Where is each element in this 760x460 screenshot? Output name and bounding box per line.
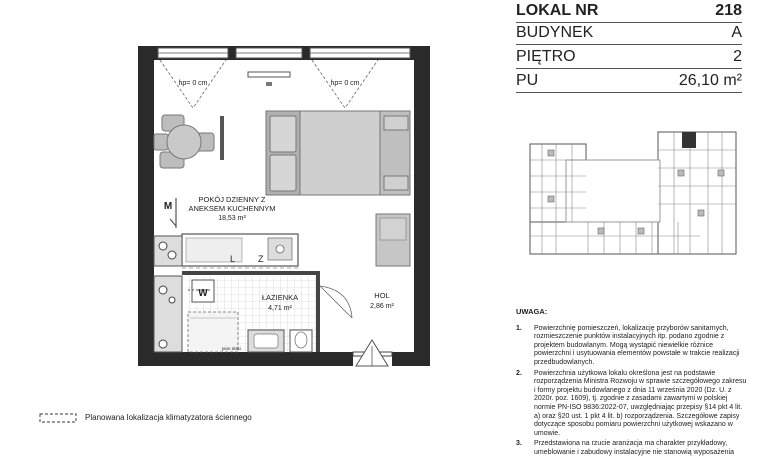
window-left: [158, 48, 228, 58]
legend-ac-swatch: [40, 414, 76, 422]
notes-list: [516, 325, 748, 458]
svg-text:W: W: [198, 288, 208, 299]
wall-right: [414, 46, 430, 364]
row-pu: [516, 70, 742, 93]
toilet: [290, 330, 312, 352]
pietro-value: 2: [733, 48, 742, 65]
bathroom-wall-right: [316, 271, 320, 352]
svg-text:M: M: [163, 201, 173, 212]
radiator: [248, 72, 290, 77]
room-bathroom-name: ŁAZIENKA: [261, 293, 299, 302]
pietro-label: PIĘTRO: [516, 48, 576, 65]
budynek-value: A: [731, 24, 742, 41]
wall-bottom-right: [392, 352, 430, 366]
room-living-area: 18,53 m²: [218, 215, 246, 222]
notes-title: UWAGA:: [516, 307, 548, 316]
hp-left-label: hp= 0 cm: [178, 80, 208, 87]
partition-wall: [220, 116, 224, 160]
pu-value: 26,10 m²: [678, 72, 742, 89]
kitchen-counter: [182, 234, 298, 268]
washing-machine: [188, 280, 214, 302]
note-item: 1. Powierzchnię pomieszczeń, lokalizację przyborów sanitarnych, rozmieszczenie punktów instalacyjnych itp. podano zgodnie z projektem budowlanym. Mogą wystąpić niewielkie różnice powierzchni i usytuowania elementów powstałe w trakcie realizacji przedbudowlanych.: [516, 324, 740, 366]
room-hall-area: 2,86 m²: [370, 303, 394, 310]
budynek-label: BUDYNEK: [516, 24, 594, 41]
note-item: 3. Przedstawiona na rzucie aranżacja ma charakter przykładowy, umeblowanie i zabudowy instalacyjne nie stanowią wyposażenia: [516, 440, 735, 456]
row-pietro: [516, 46, 742, 69]
room-living-name-2: ANEKSEM KUCHENNYM: [188, 204, 276, 213]
room-living-name-1: POKÓJ DZIENNY Z: [198, 195, 266, 204]
hp-right-label: hp= 0 cm: [330, 80, 360, 87]
row-lokal: [516, 0, 742, 23]
washbasin: [248, 330, 284, 352]
lokal-label: LOKAL NR: [516, 2, 599, 19]
installation-shaft-bottom: [154, 276, 182, 352]
window-right: [310, 48, 410, 58]
lokal-value: 218: [715, 2, 742, 19]
installation-shaft-top: [154, 236, 182, 266]
room-hall-name: HOL: [374, 291, 390, 300]
kitchen-z-label: Z: [258, 254, 264, 264]
room-bathroom-area: 4,71 m²: [268, 305, 292, 312]
row-budynek: [516, 22, 742, 45]
wall-left: [138, 46, 154, 366]
legend-label: Planowana lokalizacja klimatyzatora ściennego: [85, 413, 252, 422]
dining-table: [154, 115, 214, 168]
entrance-door: [353, 340, 392, 366]
radiator-valve: [266, 82, 272, 86]
note-item: 2. Powierzchnia użytkowa lokalu określona jest na podstawie rozporządzenia Ministra Rozwoju w sprawie szczegółowego zakresu i formy projektu budowlanego z dnia 11 września 2020 (Dz. U. z 2020r. poz. 1609), tj. zgodnie z zasadami zawartymi w polskiej normie PN-ISO 9836:2022-07, uwzględniając przepisy §14 pkt 4 lit. a) oraz §20 ust. 1 pkt 4 lit. b) rozporządzenia. Szczegółowe zapisy dotyczące sposobu pomiaru powierzchni użytkowej wskazano w umowie.: [516, 369, 747, 437]
pu-label: PU: [516, 72, 539, 89]
pion-label: pion niski: [222, 346, 241, 351]
window-middle: [236, 48, 302, 58]
wall-bottom-left: [138, 352, 353, 366]
notes: [516, 308, 748, 460]
building-keyplan: [528, 130, 740, 262]
double-bed: [266, 111, 410, 195]
bathroom-wall-top: [182, 271, 320, 275]
apartment-highlight: [682, 132, 696, 148]
kitchen-l-label: L: [230, 254, 236, 264]
info-panel: [506, 0, 760, 456]
ac-marker: [164, 198, 176, 228]
